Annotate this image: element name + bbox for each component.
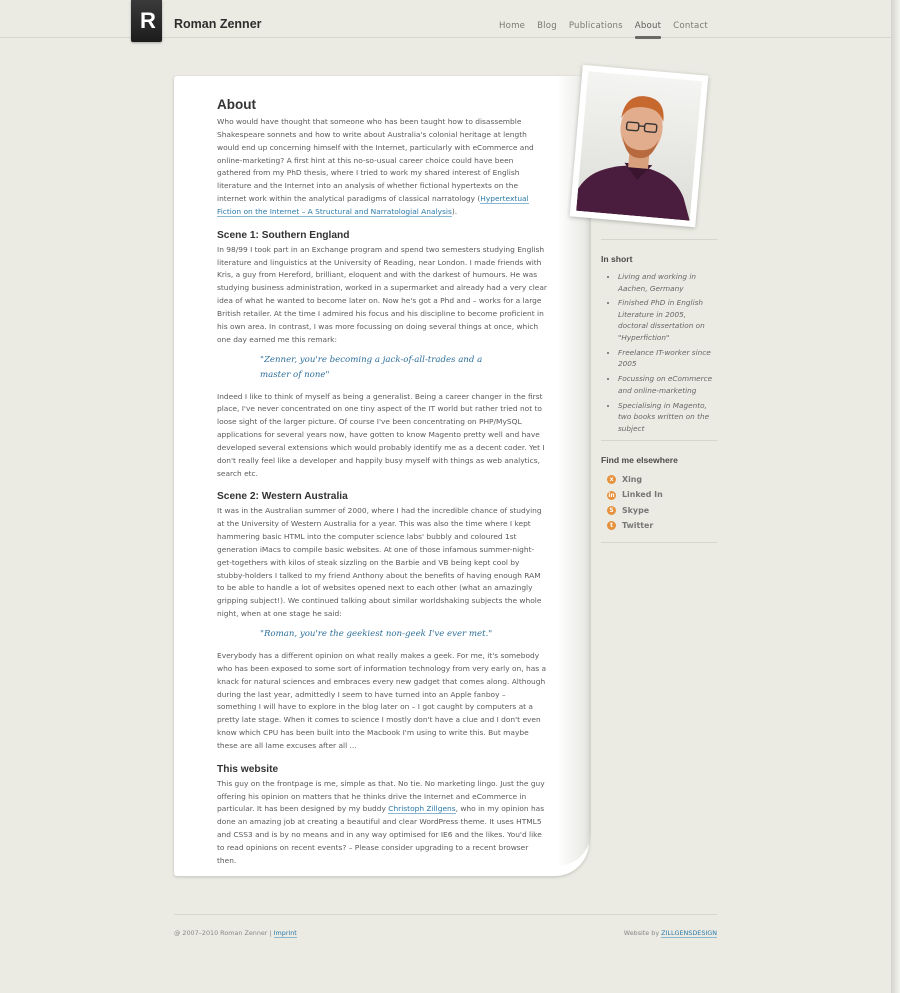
header (0, 0, 891, 38)
social-link-twitter[interactable] (601, 518, 717, 533)
credit-text: Website by (623, 929, 662, 937)
find-me-elsewhere-heading: Find me elsewhere (601, 455, 678, 466)
section-text: Everybody has a different opinion on what really makes a geek. For me, it's somebody who has been exposed to some sort of information technology from very early on, has a knack for natural sciences and embraces every new gadget that comes along. Although during the last year, admittedly I seem to have turned into an Apple fanboy – something I will have to explore in the blog later on – I got caught by computers at a pretty late stage. When it comes to science I mostly don't have a clue and I don't even know which CPU has been built into the Macbook I'm using to write this. But maybe these are all lame excuses after all ... (217, 651, 547, 750)
skype-icon: S (607, 506, 616, 515)
imprint-link[interactable]: Imprint (273, 929, 297, 937)
sidebar (601, 239, 717, 543)
section-heading-southern-england: Scene 1: Southern England (217, 229, 350, 241)
in-short-heading: In short (601, 254, 633, 264)
in-short-list (601, 271, 717, 434)
logo-mark: R (140, 8, 153, 33)
website-text-end: , who in my opinion has done an amazing job at creating a beautiful and clear WordPress theme. It uses HTML5 and CSS3 and is by no means and in any way optimised for IE6 and the likes. You'd like to read opinions on recent events? – Please consider upgrading to a recent browser then. (217, 804, 545, 865)
intro-text: Who would have thought that someone who has been taught how to disassemble Shakespeare sonnets and how to write about Australia's colonial heritage at length would end up concerning himself with the Internet, particularly with eCommerce and online-marketing? A first hint at this no-so-usual career choice could have been gathered from my PhD thesis, where I tried to work my shared interest of English literature and the Internet into an analysis of whether fictional hypertexts on the internet work within the analytical paradigms of classical narratology ( (217, 117, 534, 204)
divider (601, 440, 717, 441)
quote-jack-of-all-trades: "Zenner, you're becoming a jack-of-all-trades and a master of none" (260, 354, 483, 380)
intro-paragraph (217, 116, 547, 219)
section-text: Indeed I like to think of myself as being a generalist. Being a career changer in the first place, I've never concentrated on one tiny aspect of the IT world but rather tried not to loose sight of the larger picture. Of course I've been concentrating on PHP/MySQL applications for several years now, have gotten to know Magento pretty well and have developed several extensions which would probably identify me as a decent coder. Yet I don't really feel like a developer and happily busy myself with things as web analytics, search etc. (217, 391, 545, 478)
social-link-linkedin[interactable] (601, 487, 717, 502)
site-title[interactable]: Roman Zenner (174, 17, 262, 31)
section-heading-this-website: This website (217, 763, 279, 775)
social-link-label[interactable]: Linked In (622, 490, 663, 500)
list-item: • Finished PhD in English Literature in 2005, doctoral dissertation on "Hyperfiction" (618, 297, 717, 343)
linkedin-icon: in (608, 491, 615, 499)
credit (624, 929, 717, 937)
section-text: It was in the Australian summer of 2000, where I had the incredible chance of studying at the University of Western Australia for a year. This was also the time where I kept hammering basic HTML into the computer science labs' bubbly and coloured 1st generation iMacs to compile basic websites. At one of those infamous summer-night-get-togethers with kilos of steak sizzling on the Barbie and VB being kept cool by stubby-holders I talked to my friend Anthony about the benefits of having enough RAM to be able to handle a lot of websites opened next to each other (what an amazingly gripping subject!). We continued talking about similar worldshaking subjects the whole night, when at one stage he said: (217, 506, 542, 619)
intro-end: ). (451, 206, 458, 216)
right-edge-shadow (891, 0, 900, 993)
nav-blog[interactable]: Blog (537, 21, 557, 31)
section-text: In 98/99 I took part in an Exchange program and spend two semesters studying English literature and linguistics at the University of Reading, near London. I made friends with Kris, a guy from Hereford, brilliant, eloquent and with the darkest of humours. He was studying business administration, worked in a supermarket and already had a very clear idea of what he wanted to become later on. Now he's got a Phd and – works for a large British retailer. At the time I admired his focus and his discipline to become proficient in his own area. In contrast, I was more focussing on doing several things at once, which one day earned me this remark: (217, 244, 547, 344)
footer (174, 914, 717, 937)
page-title: About (217, 97, 256, 112)
portrait-illustration (576, 71, 702, 220)
section-heading-western-australia: Scene 2: Western Australia (217, 491, 348, 503)
divider (601, 542, 717, 543)
nav-home[interactable]: Home (498, 21, 526, 31)
nav-publications[interactable]: Publications (568, 21, 623, 31)
social-link-label[interactable]: Twitter (622, 521, 654, 531)
social-link-skype[interactable] (601, 503, 717, 518)
list-item: • Freelance IT-worker since 2005 (618, 347, 717, 370)
list-item: • Living and working in Aachen, Germany (618, 271, 717, 294)
main-nav (490, 21, 708, 31)
social-link-label[interactable]: Xing (622, 475, 643, 484)
social-links (601, 472, 717, 534)
portrait-image (576, 71, 702, 220)
twitter-icon: t (607, 521, 616, 530)
copyright-text: @ 2007–2010 Roman Zenner | (174, 929, 274, 937)
xing-icon: x (607, 475, 616, 484)
nav-about[interactable]: About (634, 21, 662, 31)
portrait-photo (570, 65, 709, 227)
copyright (174, 929, 297, 937)
list-item: • Focussing on eCommerce and online-marketing (618, 373, 717, 396)
website-text: This guy on the frontpage is me, simple as that. No tie. No marketing lingo. Just the guy offering his opinion on matters that he thinks drive the Internet and eCommerce in particular. It has been designed by my buddy (217, 778, 545, 814)
logo-icon[interactable] (131, 0, 162, 42)
article-paper (174, 76, 589, 876)
article-content (217, 97, 547, 868)
nav-contact[interactable]: Contact (673, 21, 708, 31)
quote-geekiest-non-geek: "Roman, you're the geekiest non-geek I've ever met." (260, 629, 493, 639)
social-link-label[interactable]: Skype (622, 505, 650, 515)
social-link-xing[interactable] (601, 472, 717, 487)
designer-link[interactable]: Christoph Zillgens (388, 804, 456, 814)
section-text (217, 778, 547, 868)
zillgensdesign-link[interactable]: ZILLGENSDESIGN (661, 929, 717, 937)
list-item: • Specialising in Magento, two books written on the subject (618, 400, 717, 435)
thesis-link[interactable]: Hypertextual Fiction on the Internet – A Structural and Narratologial Analysis (217, 194, 529, 216)
